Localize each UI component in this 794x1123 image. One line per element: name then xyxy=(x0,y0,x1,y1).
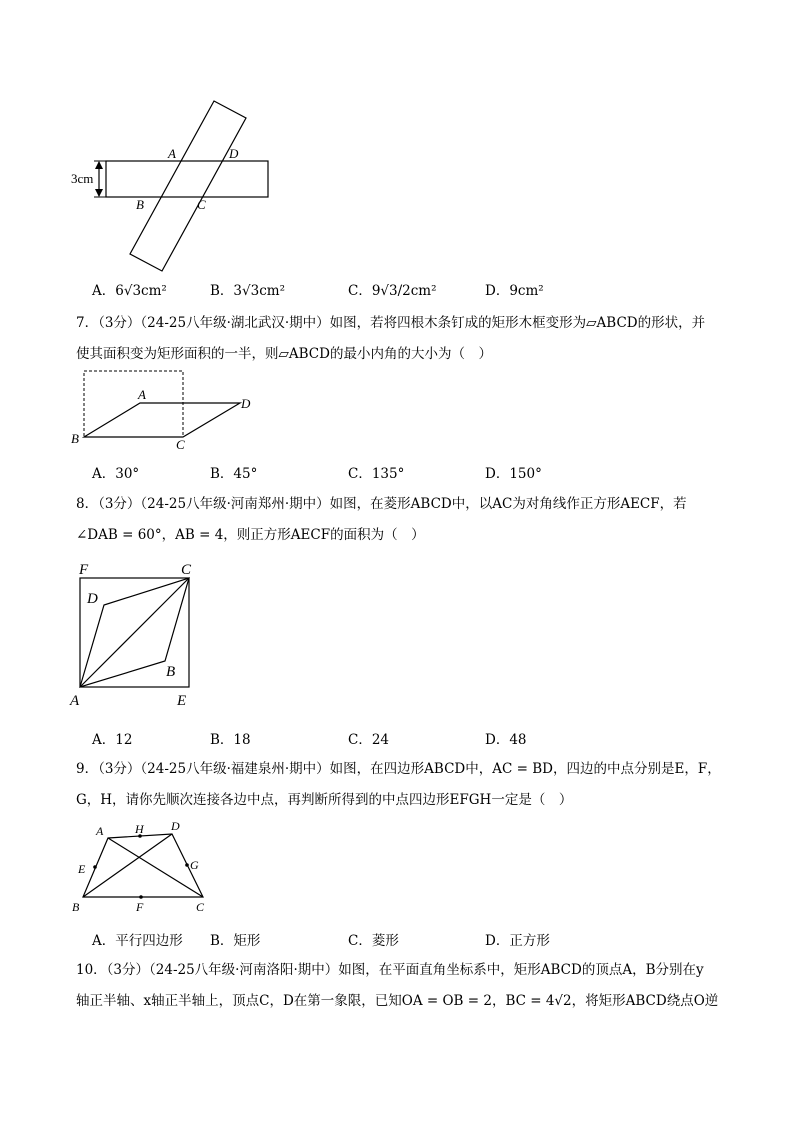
q9-text-line2: G，H，请你先顺次连接各边中点，再判断所得到的中点四边形EFGH一定是（ ） xyxy=(76,792,573,808)
q9-option-c[interactable]: C．菱形 xyxy=(348,933,399,949)
label-d: D xyxy=(87,591,98,607)
label-e: E xyxy=(177,693,187,709)
q7-option-c[interactable]: C．135° xyxy=(348,466,405,482)
label-a: A xyxy=(70,693,80,709)
q8-option-a[interactable]: A．12 xyxy=(92,732,133,748)
q6-option-a[interactable]: A．6√3cm² xyxy=(92,283,167,299)
q9-figure xyxy=(66,816,226,916)
q8-option-c[interactable]: C．24 xyxy=(348,732,390,748)
q10-text-line2: 轴正半轴、x轴正半轴上，顶点C，D在第一象限，已知OA = OB = 2，BC = 4√2，将矩形ABCD绕点O逆 xyxy=(76,993,719,1009)
label-a: A xyxy=(168,146,176,161)
q7-text-line2: 使其面积变为矩形面积的一半，则▱ABCD的最小内角的大小为（ ） xyxy=(76,346,492,362)
label-b: B xyxy=(166,664,176,680)
label-b: B xyxy=(136,197,144,212)
horizontal-strip xyxy=(106,161,268,197)
q9-option-b[interactable]: B．矩形 xyxy=(210,933,261,949)
q9-option-a[interactable]: A．平行四边形 xyxy=(92,933,183,949)
q8-figure xyxy=(66,556,216,711)
q6-option-c[interactable]: C．9√3/2cm² xyxy=(348,283,437,299)
q6-option-d[interactable]: D．9cm² xyxy=(485,283,544,299)
q6-option-b[interactable]: B．3√3cm² xyxy=(210,283,285,299)
q8-option-b[interactable]: B．18 xyxy=(210,732,251,748)
label-b: B xyxy=(72,900,80,914)
q10-text-line1: 10．（3分）（24-25八年级·河南洛阳·期中）如图，在平面直角坐标系中，矩形ABCD的顶点A，B分别在y xyxy=(76,962,704,978)
q7-figure xyxy=(66,366,266,456)
q9-option-d[interactable]: D．正方形 xyxy=(485,933,550,949)
label-d: D xyxy=(229,146,239,161)
q8-text-line1: 8．（3分）（24-25八年级·河南郑州·期中）如图，在菱形ABCD中，以AC为对角线作正方形AECF，若 xyxy=(76,496,687,512)
q8-option-d[interactable]: D．48 xyxy=(485,732,527,748)
q7-option-a[interactable]: A．30° xyxy=(92,466,140,482)
q8-text-line2: ∠DAB = 60°，AB = 4，则正方形AECF的面积为（ ） xyxy=(76,527,425,543)
q6-figure xyxy=(66,96,286,276)
label-d: D xyxy=(241,396,251,411)
tilted-strip xyxy=(130,101,246,271)
label-c: C xyxy=(197,197,206,212)
label-b: B xyxy=(71,431,79,446)
label-c: C xyxy=(196,900,205,914)
q7-option-d[interactable]: D．150° xyxy=(485,466,542,482)
label-a: A xyxy=(138,387,146,402)
q7-option-b[interactable]: B．45° xyxy=(210,466,258,482)
label-f: F xyxy=(136,900,144,914)
label-h: H xyxy=(135,822,144,836)
label-c: C xyxy=(176,437,185,452)
parallelogram xyxy=(84,403,240,437)
label-e: E xyxy=(78,862,86,876)
q9-text-line1: 9．（3分）（24-25八年级·福建泉州·期中）如图，在四边形ABCD中，AC = BD，四边的中点分别是E，F， xyxy=(76,761,721,777)
q7-text-line1: 7．（3分）（24-25八年级·湖北武汉·期中）如图，若将四根木条钉成的矩形木框变形为▱ABCD的形状，并 xyxy=(76,315,706,331)
label-c: C xyxy=(181,562,192,578)
quadrilateral xyxy=(83,834,203,897)
height-label: 3cm xyxy=(71,171,94,186)
label-a: A xyxy=(96,824,104,838)
label-d: D xyxy=(171,819,180,833)
label-g: G xyxy=(190,858,199,872)
label-f: F xyxy=(79,562,89,578)
